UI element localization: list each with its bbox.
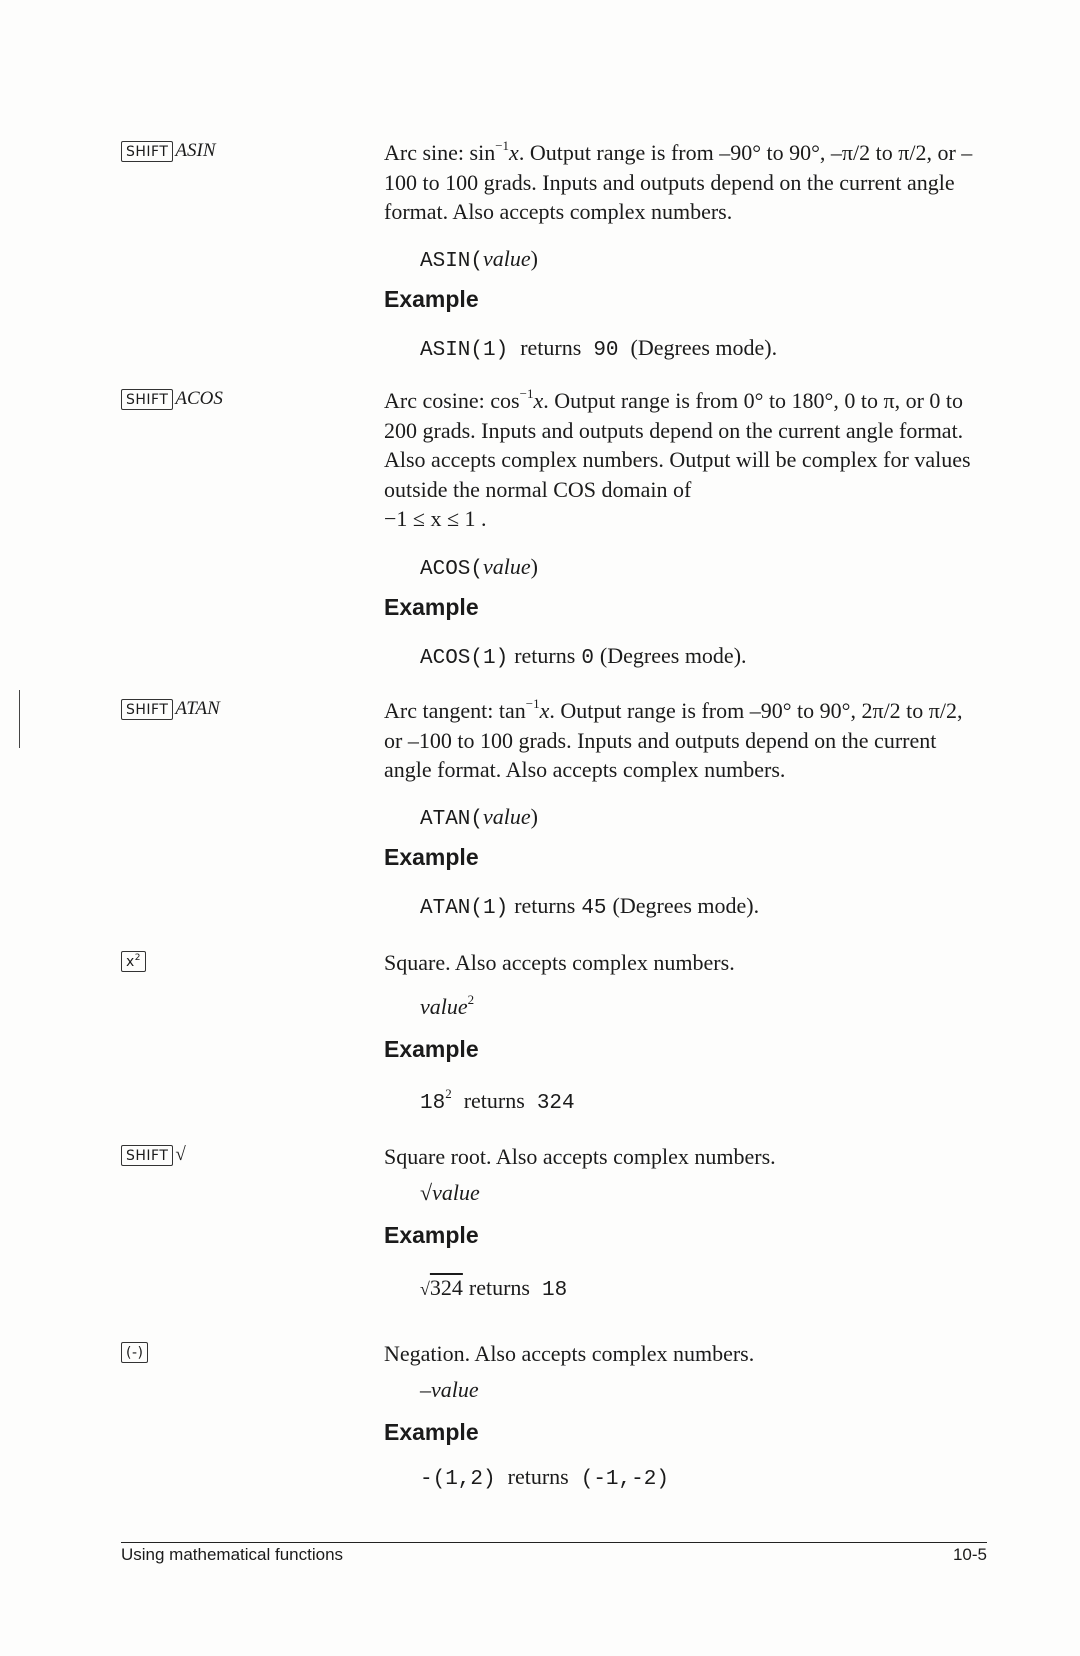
example-result: 18 [541,1279,568,1302]
example-input: ACOS(1) [420,647,509,670]
shift-key-icon: SHIFT [121,1145,173,1166]
page-number: 10-5 [952,1545,987,1564]
description-text: . Output range is from –90° to 90°, 2π/2 to π/2, or –100 to 100 grads. Inputs and outputs depend on the current angle format. Also accepts complex numbers. [384,698,963,782]
superscript: 2 [445,1086,452,1101]
shift-key-icon: SHIFT [121,699,173,720]
radical-sign: √ [420,1180,433,1205]
description: Square. Also accepts complex numbers. [384,950,735,975]
example-heading: Example [384,1222,479,1248]
variable: x [509,140,519,165]
syntax-close: ) [530,554,538,579]
variable: x [533,388,544,413]
key-label [121,951,148,972]
syntax-argument: –value [420,1377,479,1402]
example-input: 324 [429,1275,463,1300]
description: Square root. Also accepts complex numbers. [384,1144,776,1169]
example-input: 18 [420,1092,446,1115]
superscript: 2 [467,992,475,1007]
syntax [420,992,474,1021]
description [384,138,984,227]
syntax [420,1375,479,1404]
key-function-name: √ [175,1144,186,1165]
superscript: −1 [519,386,534,401]
description: Negation. Also accepts complex numbers. [384,1341,755,1366]
example-input: ASIN(1) [420,339,509,362]
domain-expression: −1 ≤ x ≤ 1 . [384,506,487,531]
keycap-text: x [126,954,135,970]
example-returns: returns [463,1088,525,1113]
shift-key-icon: SHIFT [121,141,173,162]
example-result: 45 [581,897,607,920]
change-bar [19,690,20,748]
example-heading: Example [384,286,479,312]
syntax-command: ASIN( [420,250,484,273]
example-line [420,893,759,920]
example-returns: returns [514,893,576,918]
syntax-argument: value [483,804,531,829]
example-returns: returns [507,1464,569,1489]
syntax-command: ACOS( [420,558,484,581]
example-heading: Example [384,1036,479,1062]
superscript: −1 [495,138,510,153]
example-line [420,1464,669,1491]
key-function-name: ACOS [175,388,223,409]
example-line [420,643,747,670]
negate-key-icon: (-) [121,1342,148,1363]
description-text: Arc cosine: cos [384,388,520,413]
example-result: (-1,-2) [580,1468,669,1491]
key-function-name: ASIN [175,140,216,161]
example-heading: Example [384,844,479,870]
key-label [121,1144,186,1166]
example-returns: returns [520,335,582,360]
variable: x [539,698,550,723]
example-result: 324 [536,1092,575,1115]
key-label [121,698,220,720]
description-text: . Output range is from 0° to 180°, 0 to π, or 0 to 200 grads. Inputs and outputs depend on the current angle format. Also accepts complex numbers. Output will be complex for values outside the normal COS domain of [384,388,971,502]
description-text: . Output range is from –90° to 90°, –π/2 to π/2, or –100 to 100 grads. Inputs and outputs depend on the current angle format. Also accepts complex numbers. [384,140,973,224]
key-label [121,1342,150,1363]
syntax [420,802,538,834]
syntax [420,1178,480,1207]
example-heading: Example [384,594,479,620]
square-key-icon [121,951,146,972]
radical-sign: √ [420,1279,430,1299]
footer-rule [121,1542,987,1543]
syntax-close: ) [530,804,538,829]
example-note: (Degrees mode). [612,893,760,918]
superscript: −1 [525,696,540,711]
description-text: Arc sine: sin [384,140,496,165]
example-note: (Degrees mode). [630,335,778,360]
example-line [420,335,777,362]
example-line [420,1088,575,1115]
syntax-argument: value [420,994,468,1019]
example-line [420,1275,567,1302]
syntax-command: ATAN( [420,808,484,831]
example-input: ATAN(1) [420,897,509,920]
example-heading: Example [384,1419,479,1445]
example-result: 90 [593,339,619,362]
footer-section-title: Using mathematical functions [121,1545,344,1564]
example-result: 0 [581,647,594,670]
syntax-close: ) [530,246,538,271]
example-returns: returns [468,1275,530,1300]
key-label [121,388,223,410]
syntax [420,552,538,584]
syntax-argument: value [483,554,531,579]
description [384,696,984,785]
example-input: -(1,2) [420,1468,496,1491]
syntax-argument: value [432,1180,480,1205]
example-note: (Degrees mode). [599,643,747,668]
key-function-name: ATAN [175,698,220,719]
keycap-superscript: 2 [134,953,142,963]
key-label [121,140,216,162]
description-text: Arc tangent: tan [384,698,526,723]
syntax-argument: value [483,246,531,271]
syntax [420,244,538,276]
example-returns: returns [514,643,576,668]
shift-key-icon: SHIFT [121,389,173,410]
description [384,386,984,534]
